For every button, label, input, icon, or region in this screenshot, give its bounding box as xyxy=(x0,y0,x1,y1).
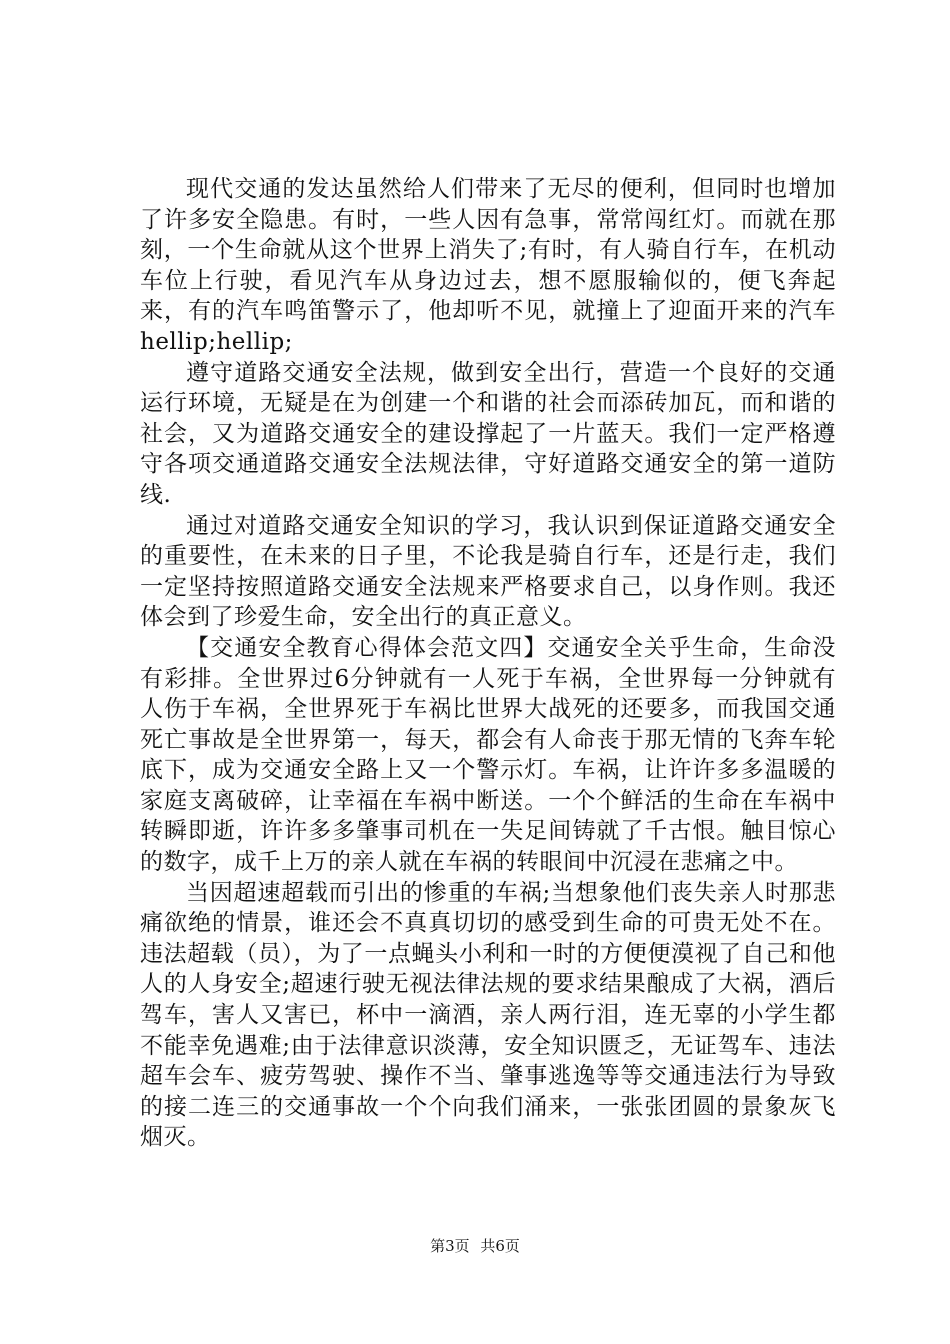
paragraph-2: 遵守道路交通安全法规，做到安全出行，营造一个良好的交通运行环境，无疑是在为创建一个和谐的社会而添砖加瓦，而和谐的社会，又为道路交通安全的建设撑起了一片蓝天。我们一定严格遵守各项交通道路交通安全法规法律，守好道路交通安全的第一道防线. xyxy=(140,359,836,508)
page-number-current: 第3页 xyxy=(430,1237,470,1255)
page-footer xyxy=(0,1236,950,1256)
paragraph-3: 通过对道路交通安全知识的学习，我认识到保证道路交通安全的重要性，在未来的日子里，不论我是骑自行车，还是行走，我们一定坚持按照道路交通安全法规来严格要求自己，以身作则。我还体会到了珍爱生命，安全出行的真正意义。 xyxy=(140,512,836,631)
paragraph-4: 【交通安全教育心得体会范文四】交通安全关乎生命，生命没有彩排。全世界过6分钟就有一人死于车祸，全世界每一分钟就有人伤于车祸，全世界死于车祸比世界大战死的还要多，而我国交通死亡事故是全世界第一，每天，都会有人命丧于那无情的飞奔车轮底下，成为交通安全路上又一个警示灯。车祸，让许许多多温暖的家庭支离破碎，让幸福在车祸中断送。一个个鲜活的生命在车祸中转瞬即逝，许许多多肇事司机在一失足间铸就了千古恨。触目惊心的数字，成千上万的亲人就在车祸的转眼间中沉浸在悲痛之中。 xyxy=(140,634,836,876)
paragraph-5: 当因超速超载而引出的惨重的车祸;当想象他们丧失亲人时那悲痛欲绝的情景，谁还会不真真切切的感受到生命的可贵无处不在。违法超载（员），为了一点蝇头小利和一时的方便便漠视了自己和他人的人身安全;超速行驶无视法律法规的要求结果酿成了大祸，酒后驾车，害人又害已，杯中一滴酒，亲人两行泪，连无辜的小学生都不能幸免遇难;由于法律意识淡薄，安全知识匮乏，无证驾车、违法超车会车、疲劳驾驶、操作不当、肇事逃逸等等交通违法行为导致的接二连三的交通事故一个个向我们涌来，一张张团圆的景象灰飞烟灭。 xyxy=(140,879,836,1151)
paragraph-1: 现代交通的发达虽然给人们带来了无尽的便利，但同时也增加了许多安全隐患。有时，一些人因有急事，常常闯红灯。而就在那刻，一个生命就从这个世界上消失了;有时，有人骑自行车，在机动车位上行驶，看见汽车从身边过去，想不愿服输似的，便飞奔起来，有的汽车鸣笛警示了，他却听不见，就撞上了迎面开来的汽车hellip;hellip; xyxy=(140,176,836,355)
page-number-total: 共6页 xyxy=(480,1237,520,1255)
document-body xyxy=(140,174,836,1153)
